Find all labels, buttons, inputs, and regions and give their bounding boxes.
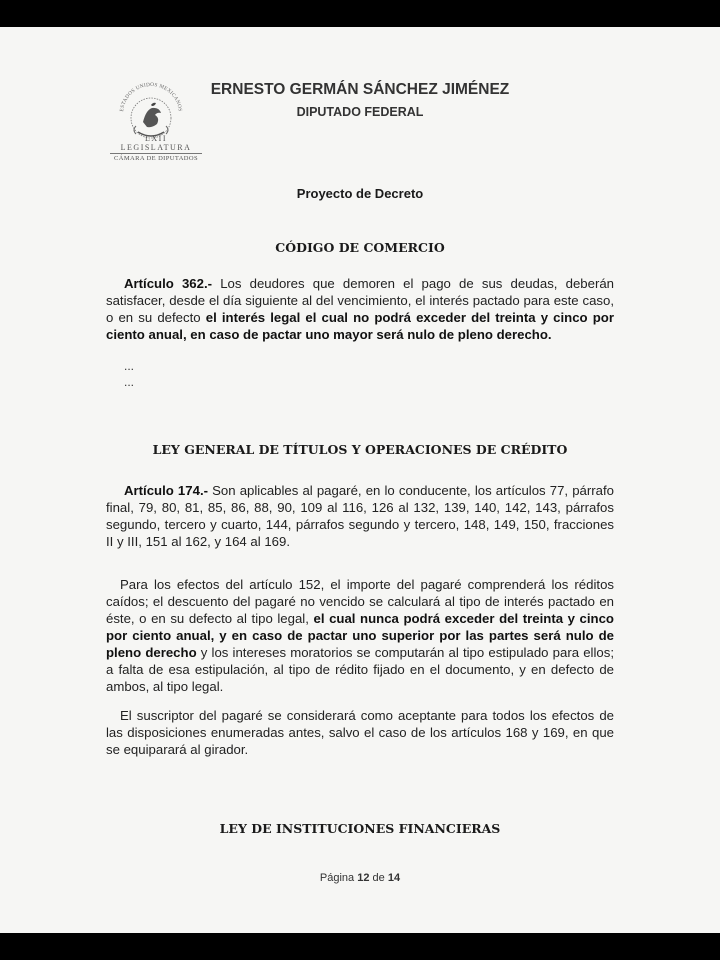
pagare-text-1: Para los efectos del artículo 152, el importe del pagaré comprenderá los réditos caídos; el descuento del pagaré no vencido se calculará al tipo de interés pactado en éste, o en su defecto al tipo legal,	[106, 577, 614, 626]
suscriptor-paragraph	[106, 707, 614, 758]
pagare-effects-paragraph	[106, 576, 614, 695]
deputy-title: DIPUTADO FEDERAL	[296, 105, 424, 119]
total-pages: 14	[387, 872, 401, 884]
suscriptor-text: El suscriptor del pagaré se considerará como aceptante para todos los efectos de las disposiciones enumeradas antes, salvo el caso de los artículos 168 y 169, en que se equiparará al girador.	[106, 708, 614, 757]
legislature-stamp	[110, 134, 202, 162]
svg-text:ESTADOS UNIDOS MEXICANOS: ESTADOS UNIDOS MEXICANOS	[119, 81, 183, 113]
article-362-paragraph	[106, 275, 614, 343]
chamber-label: CÁMARA DE DIPUTADOS	[113, 155, 198, 162]
document-page	[0, 27, 720, 933]
article-174-text: Son aplicables al pagaré, en lo conducente, los artículos 77, párrafo final, 79, 80, 81, 85, 86, 88, 90, 109 al 116, 126 al 132, 139, 140, 142, 143, párrafos segundo, tercero y cuarto, 144, párrafos segundo y tercero, 148, 149, 150, fracciones II y III, 151 al 162, y 164 al 169.	[106, 483, 614, 549]
page-word: Página	[319, 872, 355, 884]
article-174-label: Artículo 174.-	[124, 483, 208, 498]
section-heading-titulos-credito: LEY GENERAL DE TÍTULOS Y OPERACIONES DE CRÉDITO	[152, 442, 568, 457]
pagare-text-2: y los intereses moratorios se computarán al tipo estipulado para ellos; a falta de esa estipulación, al tipo de rédito fijado en el documento, y en defecto de ambos, al tipo legal.	[106, 645, 614, 694]
legislature-label: LXII LEGISLATURA	[110, 134, 202, 154]
ellipsis-1: ...	[124, 359, 135, 373]
section-heading-codigo-comercio: CÓDIGO DE COMERCIO	[275, 240, 445, 255]
article-362-label: Artículo 362.-	[124, 276, 213, 291]
of-word: de	[372, 872, 385, 884]
pagare-bold-text: el cual nunca podrá exceder del treinta y cinco por ciento anual, y en caso de pactar uno superior por las partes será nulo de pleno derecho	[106, 611, 614, 660]
document-title: Proyecto de Decreto	[296, 186, 424, 201]
article-362-text: Los deudores que demoren el pago de sus deudas, deberán satisfacer, desde el día siguiente al del vencimiento, el interés pactado para este caso, o en su defecto	[106, 276, 615, 325]
deputy-name: ERNESTO GERMÁN SÁNCHEZ JIMÉNEZ	[210, 81, 510, 98]
page-number	[0, 872, 720, 884]
current-page: 12	[357, 872, 370, 884]
article-362-bold-text: el interés legal el cual no podrá exceder del treinta y cinco por ciento anual, en caso de pactar uno mayor será nulo de pleno derecho.	[106, 310, 614, 342]
article-174-paragraph	[106, 482, 614, 550]
ellipsis-2: ...	[124, 375, 135, 389]
section-heading-instituciones-financieras: LEY DE INSTITUCIONES FINANCIERAS	[219, 821, 501, 836]
